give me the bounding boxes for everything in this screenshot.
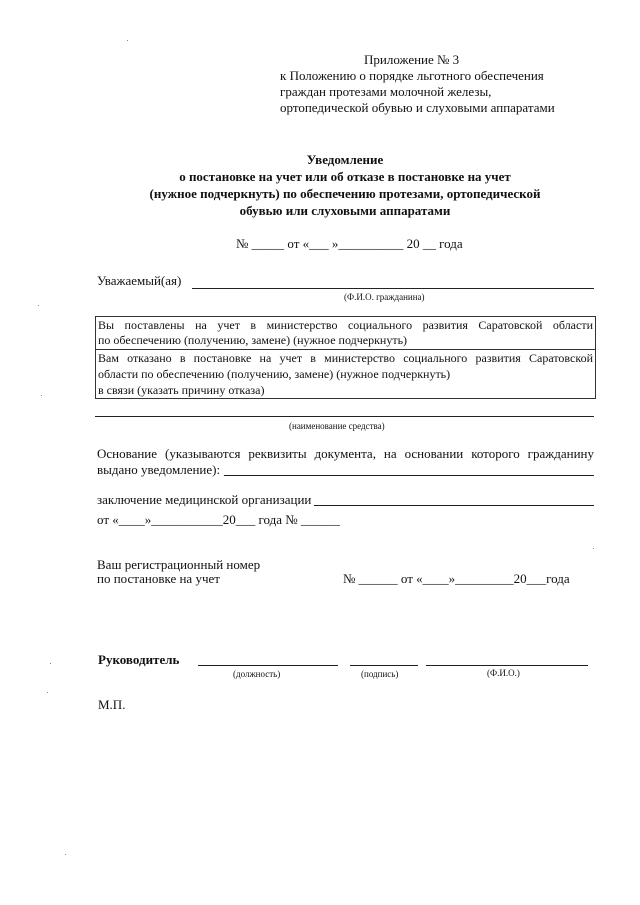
registered-box	[95, 316, 596, 350]
title-line2: о постановке на учет или об отказе в постановке на учет	[179, 169, 511, 184]
basis-line2: выдано уведомление):	[97, 462, 221, 477]
notice-number-line: № _____ от «___ »__________ 20 __ года	[236, 236, 463, 251]
title-line4: обувью или слуховыми аппаратами	[239, 203, 451, 218]
citizen-name-caption: (Ф.И.О. гражданина)	[344, 292, 425, 302]
signature-label: Руководитель	[98, 652, 180, 667]
scan-speck	[127, 40, 128, 41]
appendix-ref-line1: к Положению о порядке льготного обеспечения	[280, 68, 544, 83]
title-line3: (нужное подчеркнуть) по обеспечению протезами, ортопедической	[149, 186, 541, 201]
scan-speck	[41, 395, 42, 396]
sign-line[interactable]	[350, 665, 418, 666]
citizen-name-line[interactable]	[192, 288, 594, 289]
refused-line2: области по обеспечению (получению, замене) (нужное подчеркнуть)	[98, 367, 451, 381]
scan-speck	[50, 663, 51, 664]
conclusion-date-line: от «____»___________20___ года № ______	[97, 512, 340, 527]
appendix-ref-line3: ортопедической обувью и слуховыми аппаратами	[280, 100, 555, 115]
registration-number-line: № ______ от «____»_________20___года	[343, 571, 570, 586]
registered-line2: по обеспечению (получению, замене) (нужное подчеркнуть)	[98, 333, 408, 347]
title-line1: Уведомление	[306, 152, 384, 167]
greeting-label: Уважаемый(ая)	[97, 273, 182, 288]
scan-speck	[593, 548, 594, 549]
registration-line1: Ваш регистрационный номер	[97, 557, 261, 572]
stamp-label: М.П.	[98, 697, 126, 712]
registration-line2: по постановке на учет	[97, 571, 220, 586]
scan-speck	[65, 854, 66, 855]
refused-line1: Вам отказано в постановке на учет в министерство социального развития Саратовской	[98, 351, 593, 365]
sign-caption: (подпись)	[361, 669, 399, 679]
basis-line1: Основание (указываются реквизиты документа, на основании которого гражданину	[97, 446, 594, 461]
scan-speck	[47, 692, 48, 693]
scan-speck	[38, 305, 39, 306]
fio-line[interactable]	[426, 665, 588, 666]
basis-input-line[interactable]	[224, 475, 594, 476]
fio-caption: (Ф.И.О.)	[487, 668, 520, 678]
means-name-line[interactable]	[95, 416, 594, 417]
position-line[interactable]	[198, 665, 338, 666]
refused-box	[95, 349, 596, 399]
position-caption: (должность)	[233, 669, 281, 679]
means-name-caption: (наименование средства)	[289, 421, 385, 431]
appendix-ref-line2: граждан протезами молочной железы,	[280, 84, 492, 99]
conclusion-label: заключение медицинской организации	[97, 492, 312, 507]
registered-line1: Вы поставлены на учет в министерство социального развития Саратовской области	[98, 318, 593, 332]
appendix-number: Приложение № 3	[364, 52, 460, 67]
conclusion-input-line[interactable]	[314, 505, 594, 506]
refused-line3: в связи (указать причину отказа)	[98, 383, 265, 397]
